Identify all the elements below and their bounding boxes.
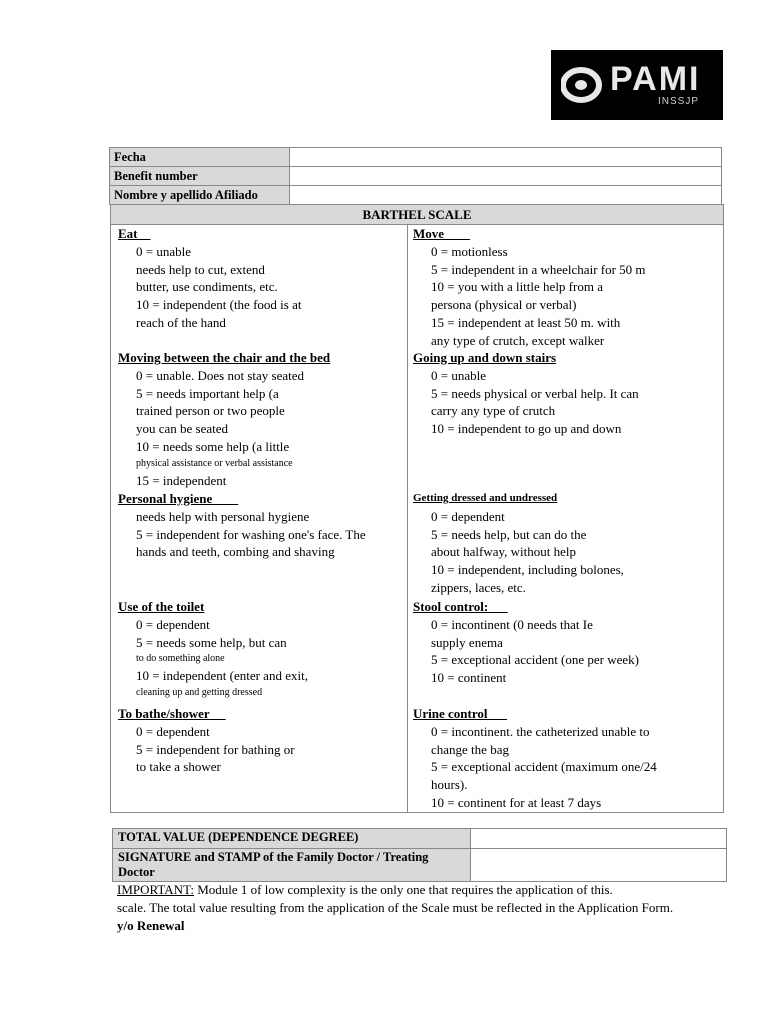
total-row: [113, 829, 727, 849]
affiliate-info-table: [109, 147, 722, 205]
item-line: hands and teeth, combing and shaving: [136, 544, 335, 560]
item-line: reach of the hand: [136, 314, 226, 330]
section-move: [413, 225, 723, 350]
item-line: to take a shower: [136, 759, 221, 775]
section-chair-bed: [118, 349, 408, 490]
item-line: 15 = independent: [136, 472, 227, 488]
item-line: 0 = dependent: [136, 616, 210, 632]
item-line: 10 = independent (enter and exit,: [136, 668, 308, 684]
logo-name: PAMI: [610, 60, 701, 98]
section-stairs: [413, 349, 723, 438]
benefit-number-label: Benefit number: [110, 167, 290, 186]
date-field[interactable]: [290, 148, 722, 167]
item-line: hours).: [431, 777, 468, 793]
item-note: physical assistance or verbal assistance: [136, 457, 293, 469]
item-line: 5 = independent in a wheelchair for 50 m: [431, 261, 646, 277]
item-note: to do something alone: [136, 653, 225, 665]
important-lead: IMPORTANT:: [117, 882, 194, 897]
important-text-1: Module 1 of low complexity is the only one that requires the application of this.: [193, 882, 613, 897]
info-row-benefit: [110, 167, 722, 186]
item-line: needs help to cut, extend: [136, 261, 265, 277]
important-line-1: [117, 881, 727, 899]
item-line: needs help with personal hygiene: [136, 508, 310, 524]
section-title: Use of the toilet: [118, 599, 205, 614]
section-title: Stool control:: [413, 599, 508, 614]
item-line: 5 = needs important help (a: [136, 385, 279, 401]
info-row-name: [110, 186, 722, 205]
section-title: To bathe/shower: [118, 706, 226, 721]
item-line: 0 = incontinent (0 needs that Ie: [431, 616, 593, 632]
section-urine-control: [413, 705, 723, 812]
item-line: 10 = independent (the food is at: [136, 297, 302, 313]
item-line: 5 = needs help, but can do the: [431, 526, 587, 542]
item-line: 10 = independent, including bolones,: [431, 562, 624, 578]
item-line: 5 = independent for bathing or: [136, 741, 295, 757]
section-title: Getting dressed and undressed: [413, 492, 558, 504]
item-line: 10 = continent for at least 7 days: [431, 794, 602, 810]
item-line: 0 = unable: [431, 367, 486, 383]
item-line: 10 = you with a little help from a: [431, 279, 603, 295]
item-line: 5 = exceptional accident (maximum one/24: [431, 759, 657, 775]
item-line: 15 = independent at least 50 m. with: [431, 314, 621, 330]
item-line: butter, use condiments, etc.: [136, 279, 278, 295]
section-toilet: [118, 598, 408, 701]
section-title: Going up and down stairs: [413, 350, 557, 365]
item-line: 5 = needs physical or verbal help. It can: [431, 385, 639, 401]
item-line: persona (physical or verbal): [431, 297, 577, 313]
item-line: 10 = needs some help (a little: [136, 438, 290, 454]
item-line: you can be seated: [136, 421, 229, 437]
section-personal-hygiene: [118, 490, 408, 561]
important-note: [117, 881, 727, 935]
item-line: 0 = incontinent. the catheterized unable to: [431, 723, 650, 739]
info-row-date: [110, 148, 722, 167]
signature-row: [113, 849, 727, 882]
pami-logo-icon: [561, 65, 605, 105]
section-title: Urine control: [413, 706, 507, 721]
section-dressing: [413, 490, 723, 597]
item-line: 5 = needs some help, but can: [136, 634, 287, 650]
section-title: Personal hygiene: [118, 491, 239, 506]
item-line: change the bag: [431, 741, 509, 757]
item-line: 0 = motionless: [431, 243, 508, 259]
item-note: cleaning up and getting dressed: [136, 687, 263, 699]
barthel-scale-title: BARTHEL SCALE: [111, 205, 723, 225]
signature-label: SIGNATURE and STAMP of the Family Doctor / Treating Doctor: [113, 849, 471, 882]
item-line: 10 = independent to go up and down: [431, 421, 622, 437]
date-label: Fecha: [110, 148, 290, 167]
pami-logo: [551, 50, 723, 120]
section-title: Move: [413, 226, 471, 241]
important-text-3: y/o Renewal: [117, 918, 185, 933]
benefit-number-field[interactable]: [290, 167, 722, 186]
item-line: 0 = unable: [136, 243, 191, 259]
section-eat: [118, 225, 408, 332]
section-title: Moving between the chair and the bed: [118, 350, 331, 365]
item-line: carry any type of crutch: [431, 403, 556, 419]
section-stool-control: [413, 598, 723, 687]
totals-table: [112, 828, 727, 882]
item-line: zippers, laces, etc.: [431, 579, 526, 595]
total-value-field[interactable]: [471, 829, 727, 849]
barthel-scale-table: [110, 204, 724, 813]
item-line: 0 = unable. Does not stay seated: [136, 367, 304, 383]
item-line: supply enema: [431, 634, 503, 650]
item-line: about halfway, without help: [431, 544, 577, 560]
item-line: trained person or two people: [136, 403, 285, 419]
item-line: 5 = independent for washing one's face. The: [136, 526, 366, 542]
affiliate-name-field[interactable]: [290, 186, 722, 205]
item-line: 5 = exceptional accident (one per week): [431, 652, 640, 668]
item-line: any type of crutch, except walker: [431, 332, 605, 348]
item-line: 10 = continent: [431, 670, 507, 686]
item-line: 0 = dependent: [431, 508, 505, 524]
affiliate-name-label: Nombre y apellido Afiliado: [110, 186, 290, 205]
logo-subtitle: INSSJP: [658, 96, 700, 107]
important-text-2: scale. The total value resulting from the application of the Scale must be reflected in the Application Form.: [117, 900, 674, 915]
item-line: 0 = dependent: [136, 723, 210, 739]
signature-field[interactable]: [471, 849, 727, 882]
total-value-label: TOTAL VALUE (DEPENDENCE DEGREE): [113, 829, 471, 849]
section-title: Eat: [118, 226, 151, 241]
section-bathe: [118, 705, 408, 776]
